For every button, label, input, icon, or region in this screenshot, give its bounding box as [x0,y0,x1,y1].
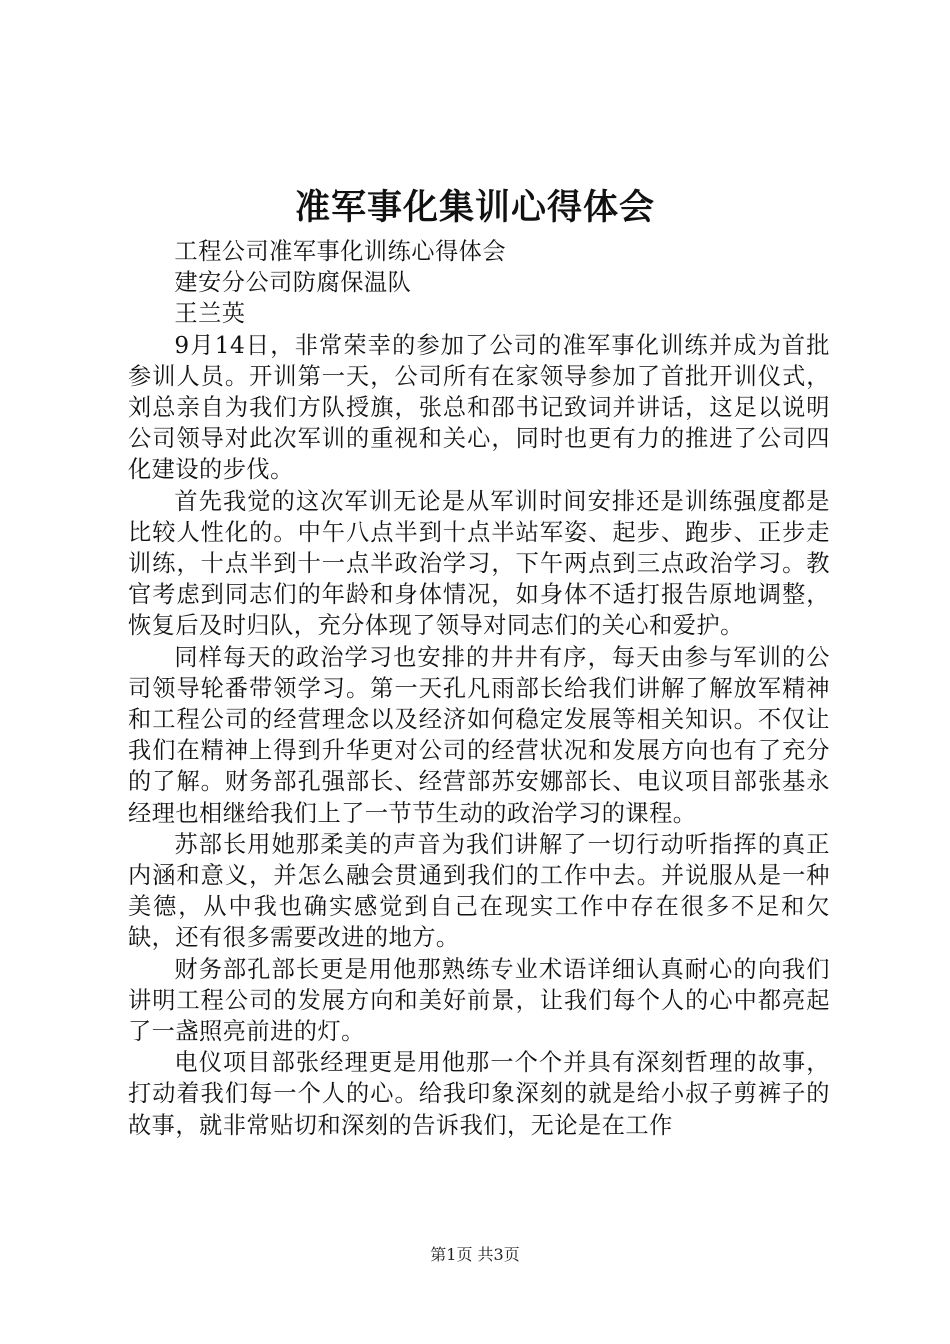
unit-line: 建安分公司防腐保温队 [174,269,412,297]
paragraph: 9月14日，非常荣幸的参加了公司的准军事化训练并成为首批参训人员。开训第一天，公司所有在家领导参加了首批开训仪式，刘总亲自为我们方队授旗，张总和邵书记致词并讲话，这足以说明公司领导对此次军训的重视和关心，同时也更有力的推进了公司四化建设的步伐。 [128,331,830,484]
paragraph: 同样每天的政治学习也安排的井井有序，每天由参与军训的公司领导轮番带领学习。第一天孔凡雨部长给我们讲解了解放军精神和工程公司的经营理念以及经济如何稳定发展等相关知识。不仅让我们在精神上得到升华更对公司的经营状况和发展方向也有了充分的了解。财务部孔强部长、经营部苏安娜部长、电议项目部张基永经理也相继给我们上了一节节生动的政治学习的课程。 [128,643,830,827]
paragraph: 财务部孔部长更是用他那熟练专业术语详细认真耐心的向我们讲明工程公司的发展方向和美好前景，让我们每个人的心中都亮起了一盏照亮前进的灯。 [128,955,830,1046]
page-footer: 第1页 共3页 [430,1245,520,1264]
author-line: 王兰英 [174,300,246,328]
paragraph: 首先我觉的这次军训无论是从军训时间安排还是训练强度都是比较人性化的。中午八点半到十点半站军姿、起步、跑步、正步走训练，十点半到十一点半政治学习，下午两点到三点政治学习。教官考虑到同志们的年龄和身体情况，如身体不适打报告原地调整，恢复后及时归队，充分体现了领导对同志们的关心和爱护。 [128,487,830,640]
document-body [128,236,830,1141]
document-title: 准军事化集训心得体会 [294,187,655,228]
subtitle-line: 工程公司准军事化训练心得体会 [174,238,507,265]
paragraph: 电仪项目部张经理更是用他那一个个并具有深刻哲理的故事，打动着我们每一个人的心。给我印象深刻的就是给小叔子剪裤子的故事，就非常贴切和深刻的告诉我们，无论是在工作 [128,1049,830,1139]
paragraph: 苏部长用她那柔美的声音为我们讲解了一切行动听指挥的真正内涵和意义，并怎么融会贯通到我们的工作中去。并说服从是一种美德，从中我也确实感觉到自己在现实工作中存在很多不足和欠缺，还有很多需要改进的地方。 [128,830,830,952]
